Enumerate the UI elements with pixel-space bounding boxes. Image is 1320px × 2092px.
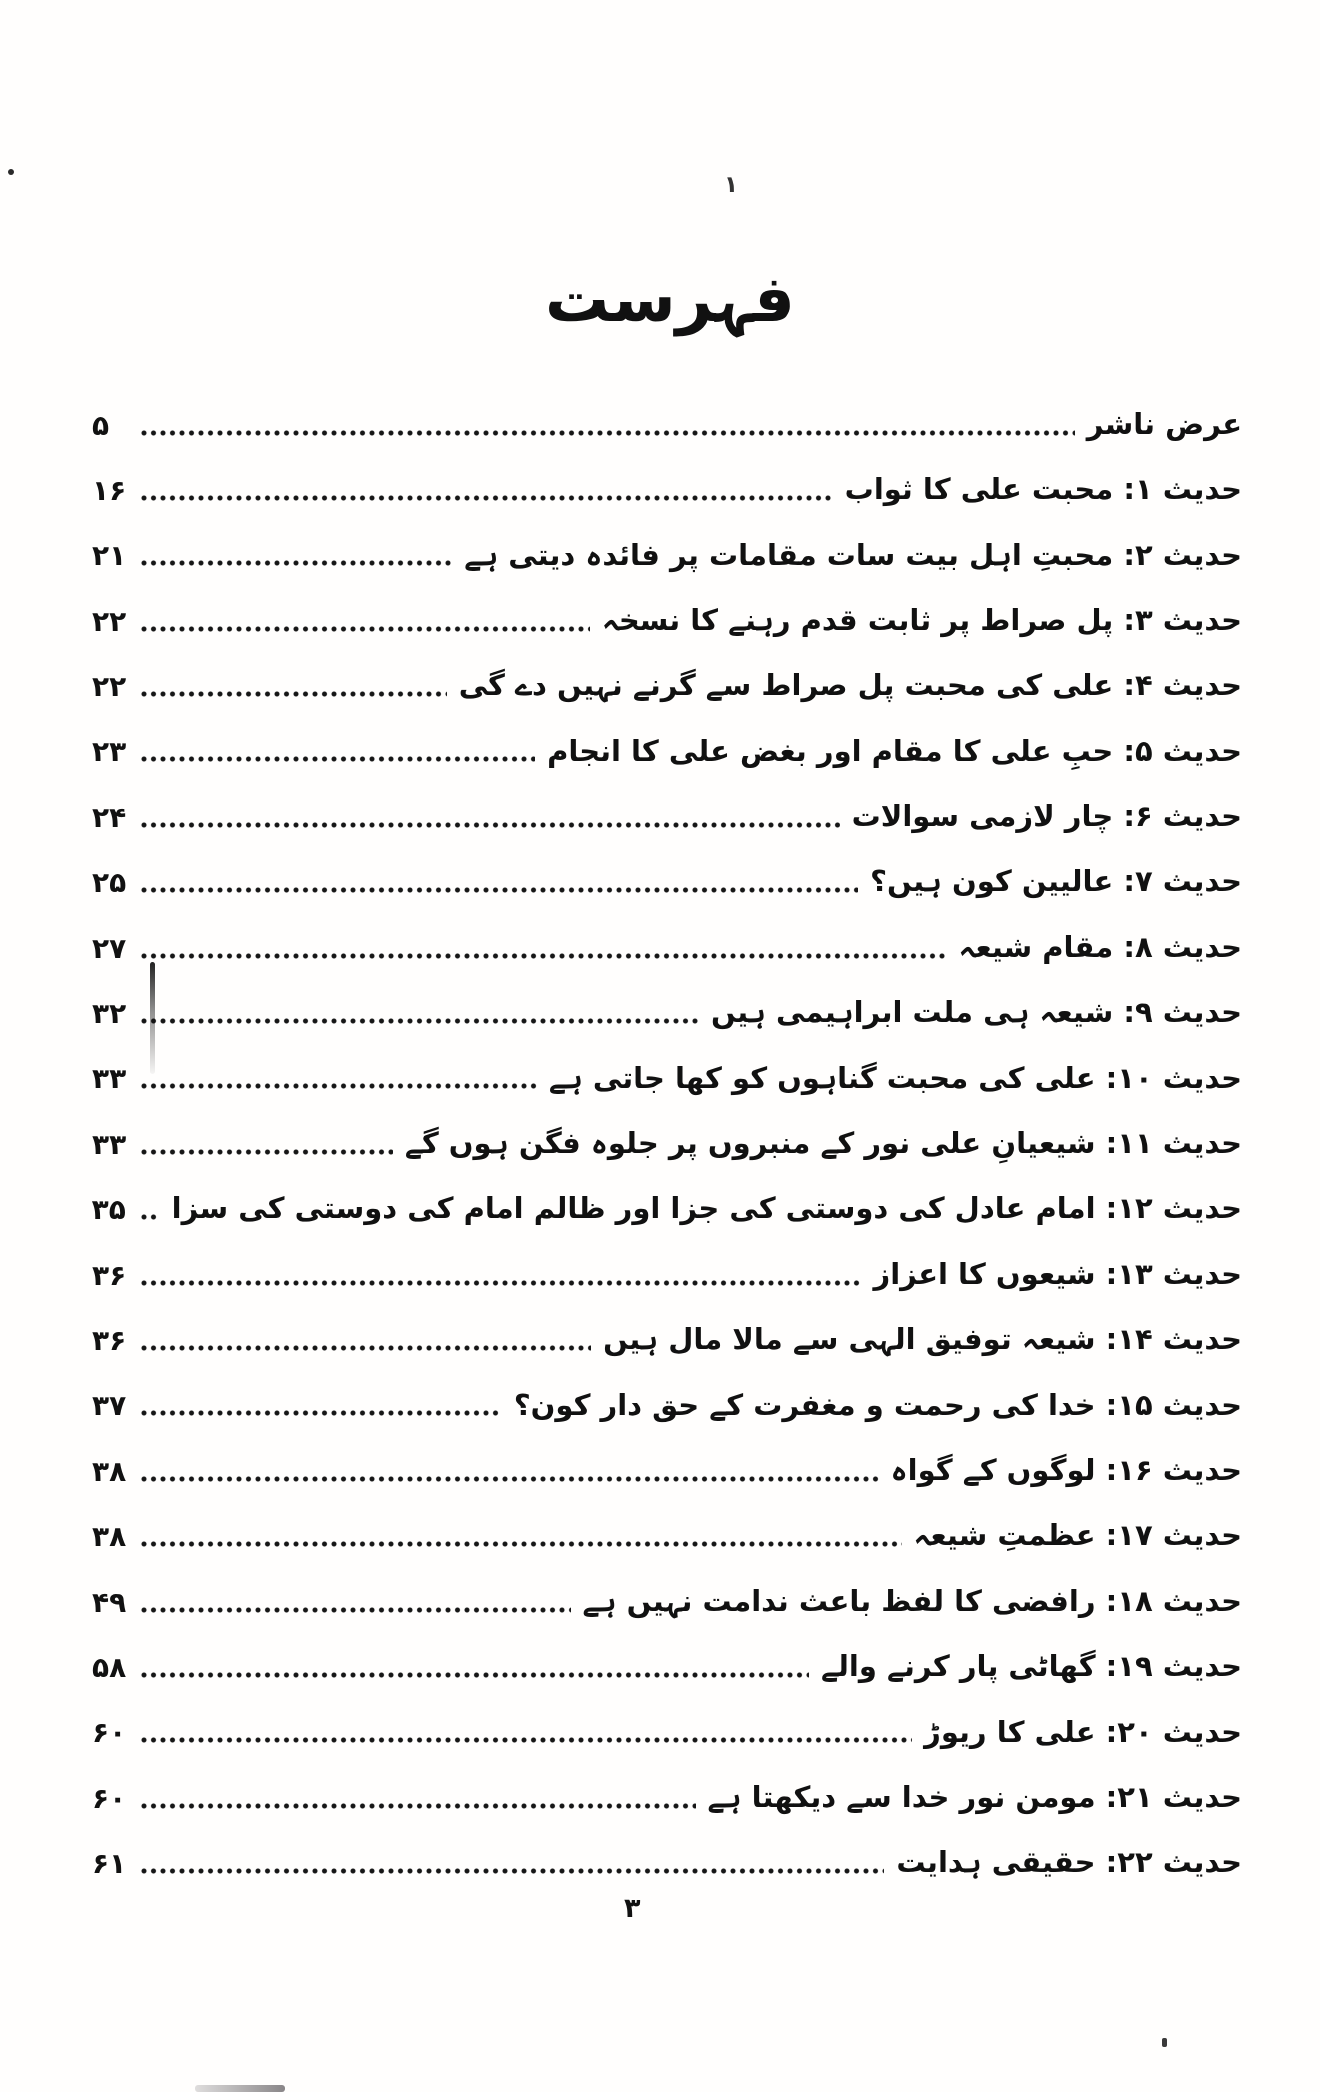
toc-entry-page-number: ۵ <box>92 408 110 442</box>
scan-speck <box>1162 2038 1167 2047</box>
toc-entry-page-number: ۲۴ <box>92 800 127 834</box>
toc-entry <box>92 1097 1242 1162</box>
dotted-leader <box>140 1475 879 1483</box>
toc-entry-title: حدیث ۹: شیعہ ہی ملت ابراہیمی ہیں <box>710 995 1242 1030</box>
toc-entry-title: حدیث ۱۸: رافضی کا لفظ باعث ندامت نہیں ہے <box>582 1583 1242 1618</box>
dotted-leader <box>140 1279 862 1287</box>
toc-entry-page-number: ۲۲ <box>92 670 127 704</box>
toc-entry <box>92 967 1242 1032</box>
toc-entry-title: حدیث ۲۱: مومن نور خدا سے دیکھتا ہے <box>707 1779 1242 1814</box>
table-of-contents <box>0 378 1320 1882</box>
toc-entry-title: حدیث ۱۶: لوگوں کے گواہ <box>890 1452 1242 1487</box>
toc-entry-title: حدیث ۱۹: گھاٹی پار کرنے والے <box>821 1649 1242 1684</box>
dotted-leader <box>140 1409 502 1417</box>
dotted-leader <box>140 494 833 502</box>
dotted-leader <box>140 559 452 567</box>
toc-entry <box>92 770 1242 835</box>
toc-entry-page-number: ۳۳ <box>92 1127 127 1161</box>
toc-entry <box>92 1294 1242 1359</box>
dotted-leader <box>140 625 590 633</box>
toc-entry <box>92 1490 1242 1555</box>
toc-entry <box>92 1751 1242 1816</box>
toc-entry-title: حدیث ۵: حبِ علی کا مقام اور بغض علی کا انجام <box>547 733 1242 768</box>
toc-entry-page-number: ۳۷ <box>92 1389 127 1423</box>
dotted-leader <box>140 1606 571 1614</box>
dotted-leader <box>140 1540 902 1548</box>
toc-entry-title: حدیث ۲۰: علی کا ریوڑ <box>924 1714 1242 1749</box>
dotted-leader <box>140 1736 912 1744</box>
toc-entry-page-number: ۳۳ <box>92 1062 127 1096</box>
toc-entry-title: حدیث ۴: علی کی محبت پل صراط سے گرنے نہیں دے گی <box>458 668 1242 703</box>
toc-entry <box>92 1228 1242 1293</box>
toc-entry-title: حدیث ۳: پل صراط پر ثابت قدم رہنے کا نسخہ <box>601 602 1242 637</box>
toc-entry-title: حدیث ۱۱: شیعیانِ علی نور کے منبروں پر جلوہ فگن ہوں گے <box>404 1126 1242 1161</box>
toc-entry-title: حدیث ۱۳: شیعوں کا اعزاز <box>873 1256 1242 1291</box>
toc-entry <box>92 509 1242 574</box>
toc-entry <box>92 574 1242 639</box>
toc-entry-page-number: ۲۵ <box>92 866 127 900</box>
dotted-leader <box>140 690 447 698</box>
toc-entry-title: حدیث ۷: عالیین کون ہیں؟ <box>870 864 1242 899</box>
toc-entry <box>92 1424 1242 1489</box>
toc-entry-page-number: ۲۳ <box>92 735 127 769</box>
toc-entry <box>92 444 1242 509</box>
dotted-leader <box>140 1867 884 1875</box>
toc-entry <box>92 705 1242 770</box>
scan-stray-mark: ۱ <box>724 172 739 198</box>
scan-edge-smudge <box>195 2085 285 2092</box>
toc-entry-title: حدیث ۱۰: علی کی محبت گناہوں کو کھا جاتی ہے <box>548 1060 1242 1095</box>
dotted-leader <box>140 1671 809 1679</box>
toc-entry-page-number: ۲۲ <box>92 604 127 638</box>
toc-entry-title: حدیث ۱۵: خدا کی رحمت و مغفرت کے حق دار کون؟ <box>513 1387 1242 1422</box>
toc-entry-title: عرض ناشر <box>1086 406 1242 441</box>
toc-entry <box>92 836 1242 901</box>
scan-ink-streak <box>150 962 155 1074</box>
folio-page-number: ۳ <box>624 1893 641 1924</box>
toc-entry <box>92 1686 1242 1751</box>
dotted-leader <box>140 1802 696 1810</box>
toc-entry <box>92 1817 1242 1882</box>
toc-entry-page-number: ۵۸ <box>92 1650 127 1684</box>
dotted-leader <box>140 1148 393 1156</box>
dotted-leader <box>140 1017 699 1025</box>
toc-entry <box>92 901 1242 966</box>
toc-entry-title: حدیث ۸: مقام شیعہ <box>958 929 1242 964</box>
dotted-leader <box>140 1344 591 1352</box>
toc-entry-page-number: ۳۶ <box>92 1258 127 1292</box>
dotted-leader <box>140 755 535 763</box>
toc-entry-title: حدیث ۱۷: عظمتِ شیعہ <box>913 1518 1242 1553</box>
toc-entry-page-number: ۳۶ <box>92 1324 127 1357</box>
toc-entry-page-number: ۴۹ <box>92 1585 127 1619</box>
toc-entry <box>92 640 1242 705</box>
toc-entry-title: حدیث ۱۴: شیعہ توفیق الہی سے مالا مال ہیں <box>603 1322 1242 1357</box>
toc-entry-page-number: ۳۸ <box>92 1520 127 1554</box>
dotted-leader <box>140 821 840 829</box>
toc-entry-page-number: ۱۶ <box>92 473 127 507</box>
toc-entry-page-number: ۲۱ <box>92 539 127 573</box>
dotted-leader <box>140 1213 160 1221</box>
toc-entry <box>92 1359 1242 1424</box>
page-title: فہرست <box>545 262 795 337</box>
dotted-leader <box>140 429 1075 437</box>
toc-entry-page-number: ۶۱ <box>92 1847 127 1881</box>
dotted-leader <box>140 1082 537 1090</box>
toc-entry-title: حدیث ۶: چار لازمی سوالات <box>851 799 1242 834</box>
toc-entry-title: حدیث ۱: محبت علی کا ثواب <box>844 472 1242 507</box>
dotted-leader <box>140 952 946 960</box>
toc-entry-page-number: ۶۰ <box>92 1716 127 1750</box>
toc-entry <box>92 1032 1242 1097</box>
toc-entry <box>92 378 1242 443</box>
dotted-leader <box>140 886 858 894</box>
toc-entry-title: حدیث ۲: محبتِ اہل بیت سات مقامات پر فائدہ دیتی ہے <box>464 537 1242 572</box>
toc-entry <box>92 1555 1242 1620</box>
toc-entry-page-number: ۳۲ <box>92 997 127 1031</box>
toc-entry <box>92 1163 1242 1228</box>
toc-entry-page-number: ۲۷ <box>92 931 127 965</box>
toc-entry-page-number: ۳۸ <box>92 1454 127 1488</box>
toc-entry <box>92 1621 1242 1686</box>
toc-entry-title: حدیث ۲۲: حقیقی ہدایت <box>896 1845 1242 1880</box>
toc-entry-page-number: ۶۰ <box>92 1781 127 1815</box>
toc-entry-page-number: ۳۵ <box>91 1193 126 1227</box>
toc-entry-title: حدیث ۱۲: امام عادل کی دوستی کی جزا اور ظالم امام کی دوستی کی سزا <box>171 1191 1242 1226</box>
